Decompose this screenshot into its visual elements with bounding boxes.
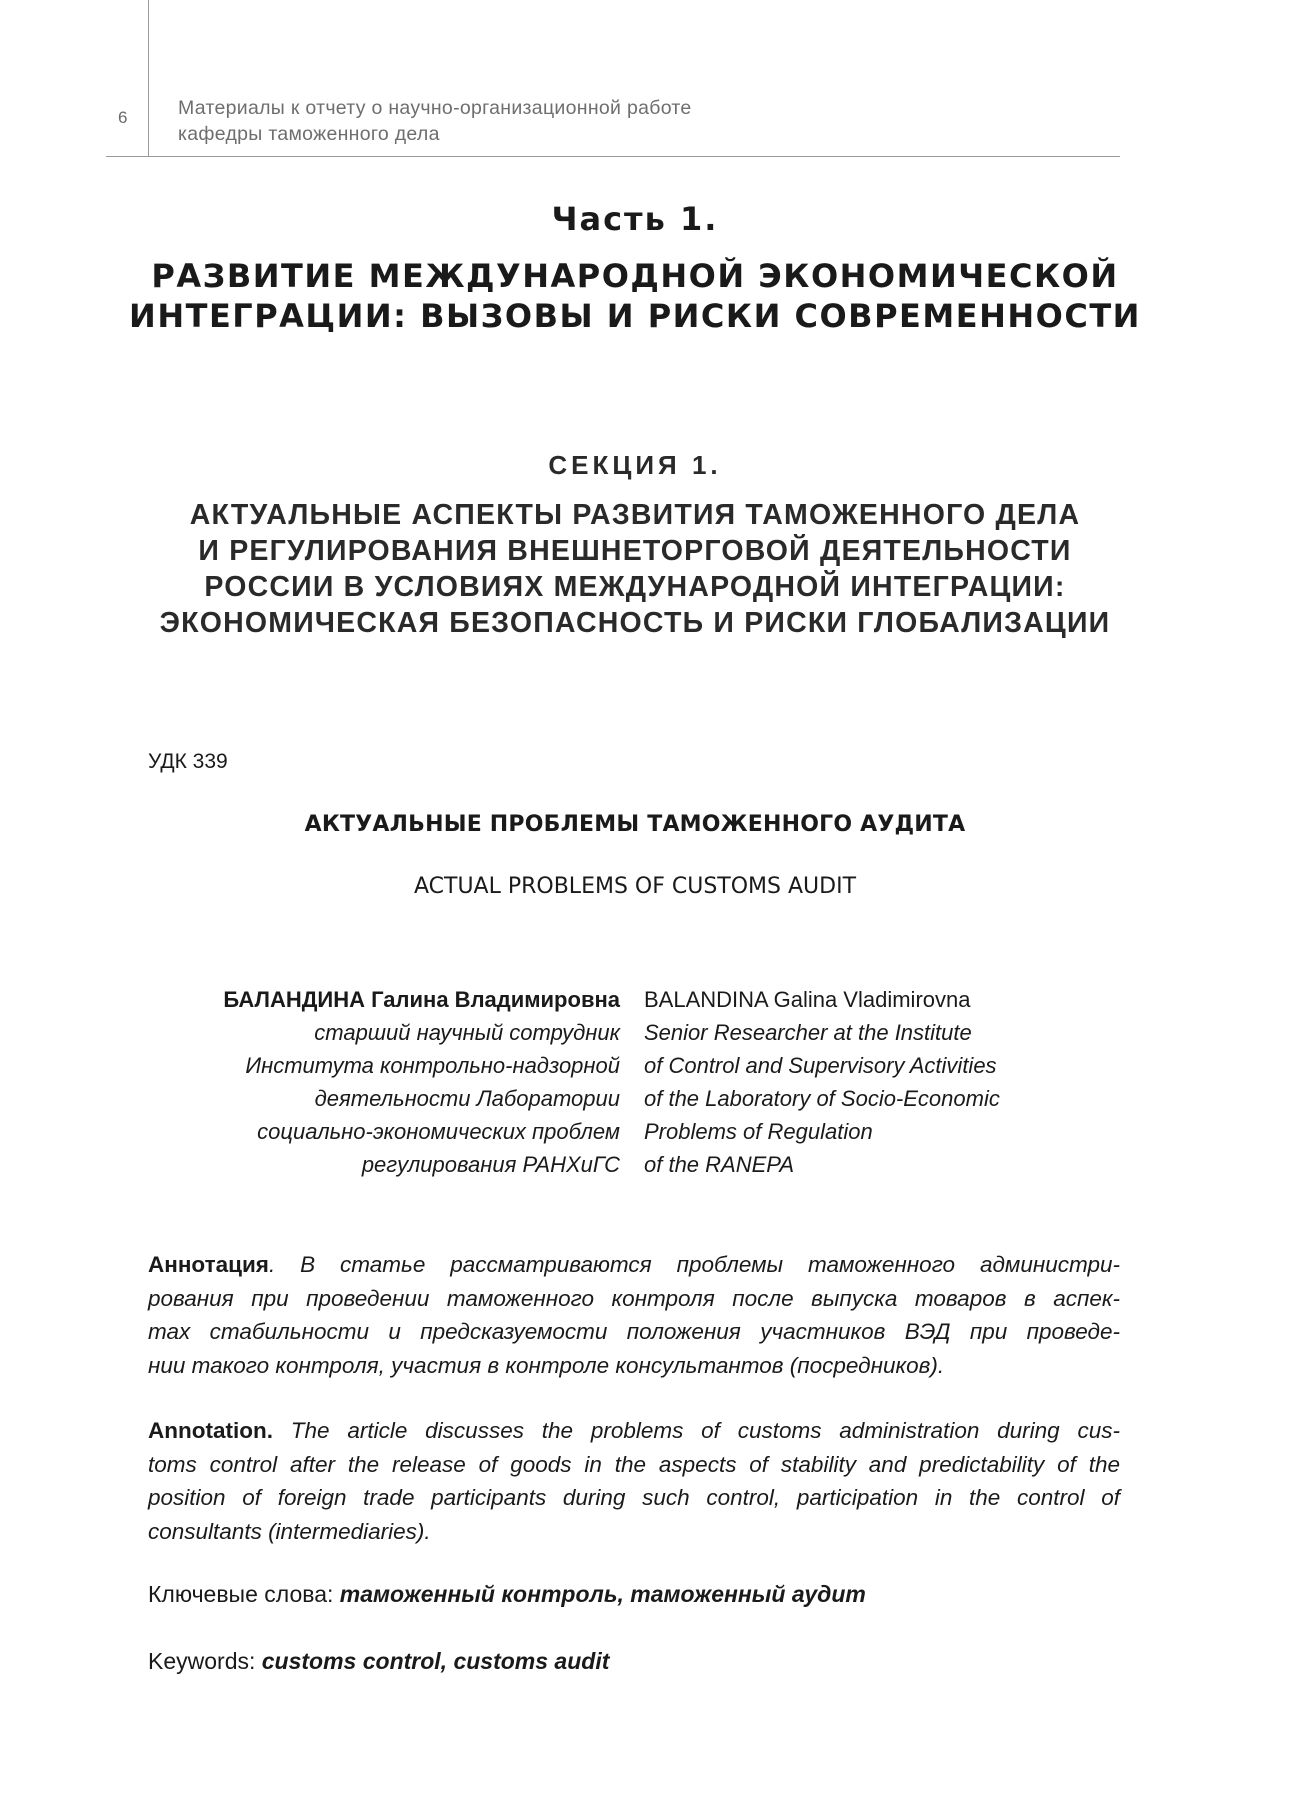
keywords-en-value: customs control, customs audit <box>261 1648 610 1674</box>
running-head-line-2: кафедры таможенного дела <box>178 123 440 145</box>
section-title-line-3: РОССИИ В УСЛОВИЯХ МЕЖДУНАРОДНОЙ ИНТЕГРАЦИИ: <box>204 571 1066 603</box>
author-block-ru <box>223 983 620 1181</box>
abstract-ru <box>148 1248 1120 1382</box>
author-affiliation-ru-line-3: деятельности Лаборатории <box>314 1086 620 1111</box>
running-head <box>178 95 692 147</box>
author-affiliation-ru-line-4: социально-экономических проблем <box>257 1119 620 1144</box>
author-block-en <box>644 983 1000 1181</box>
author-affiliation-ru-line-2: Института контрольно-надзорной <box>245 1053 620 1078</box>
author-affiliation-en-line-5: of the RANEPA <box>644 1152 794 1177</box>
abstract-en-line-4: consultants (intermediaries). <box>148 1518 431 1544</box>
author-affiliation-en-line-2: of Control and Supervisory Activities <box>644 1053 997 1078</box>
keywords-ru-label: Ключевые слова: <box>148 1581 340 1607</box>
abstract-en-text-start: The article discusses the problems of customs administration during cus- <box>272 1418 1120 1443</box>
abstract-en-label: Annotation. <box>148 1418 273 1443</box>
abstract-ru-line-1 <box>148 1248 1120 1282</box>
author-affiliation-en-line-4: Problems of Regulation <box>644 1119 873 1144</box>
abstract-ru-line-3: тах стабильности и предсказуемости положения участников ВЭД при проведе- <box>148 1319 1120 1344</box>
abstract-en <box>148 1414 1120 1548</box>
section-title-line-4: ЭКОНОМИЧЕСКАЯ БЕЗОПАСНОСТЬ И РИСКИ ГЛОБАЛИЗАЦИИ <box>159 607 1111 639</box>
keywords-ru-value: таможенный контроль, таможенный аудит <box>339 1581 866 1607</box>
author-affiliation-ru-line-1: старший научный сотрудник <box>314 1020 620 1045</box>
author-name-en: BALANDINA Galina Vladimirovna <box>644 987 971 1012</box>
running-head-line-1: Материалы к отчету о научно-организационной работе <box>178 97 692 119</box>
abstract-en-line-3: position of foreign trade participants during such control, participation in the control of <box>148 1485 1120 1510</box>
abstract-ru-label: Аннотация <box>148 1252 269 1277</box>
part-title <box>0 256 1270 336</box>
keywords-ru <box>148 1581 866 1608</box>
author-name-ru: БАЛАНДИНА Галина Владимировна <box>223 987 620 1012</box>
section-title-line-1: АКТУАЛЬНЫЕ АСПЕКТЫ РАЗВИТИЯ ТАМОЖЕННОГО ДЕЛА <box>189 499 1081 531</box>
article-title-ru: АКТУАЛЬНЫЕ ПРОБЛЕМЫ ТАМОЖЕННОГО АУДИТА <box>304 812 966 837</box>
keywords-en-label: Keywords: <box>148 1648 262 1674</box>
author-affiliation-en-line-1: Senior Researcher at the Institute <box>644 1020 972 1045</box>
abstract-en-line-2: toms control after the release of goods in the aspects of stability and predictability of the <box>148 1451 1120 1477</box>
header-horizontal-rule <box>106 156 1120 157</box>
udc-code: УДК 339 <box>148 750 228 773</box>
keywords-en <box>148 1648 609 1675</box>
article-title-en: ACTUAL PROBLEMS OF CUSTOMS AUDIT <box>413 874 857 899</box>
author-affiliation-en-line-3: of the Laboratory of Socio-Economic <box>644 1086 1000 1111</box>
page-number: 6 <box>118 108 128 127</box>
section-title <box>0 497 1270 641</box>
author-affiliation-ru-line-5: регулирования РАНХиГС <box>361 1152 620 1177</box>
header-vertical-rule <box>148 0 149 157</box>
part-title-line-2: ИНТЕГРАЦИИ: ВЫЗОВЫ И РИСКИ СОВРЕМЕННОСТИ <box>129 297 1141 335</box>
section-title-line-2: И РЕГУЛИРОВАНИЯ ВНЕШНЕТОРГОВОЙ ДЕЯТЕЛЬНОСТИ <box>198 535 1072 567</box>
section-label: СЕКЦИЯ 1. <box>548 450 722 480</box>
abstract-ru-line-4: нии такого контроля, участия в контроле консультантов (посредников). <box>148 1352 945 1378</box>
abstract-ru-text-start: . В статье рассматриваются проблемы таможенного администри- <box>268 1252 1120 1277</box>
abstract-ru-line-2: рования при проведении таможенного контроля после выпуска товаров в аспек- <box>148 1285 1120 1311</box>
abstract-en-line-1 <box>148 1414 1120 1448</box>
part-label: Часть 1. <box>551 200 719 238</box>
part-title-line-1: РАЗВИТИЕ МЕЖДУНАРОДНОЙ ЭКОНОМИЧЕСКОЙ <box>151 257 1119 295</box>
